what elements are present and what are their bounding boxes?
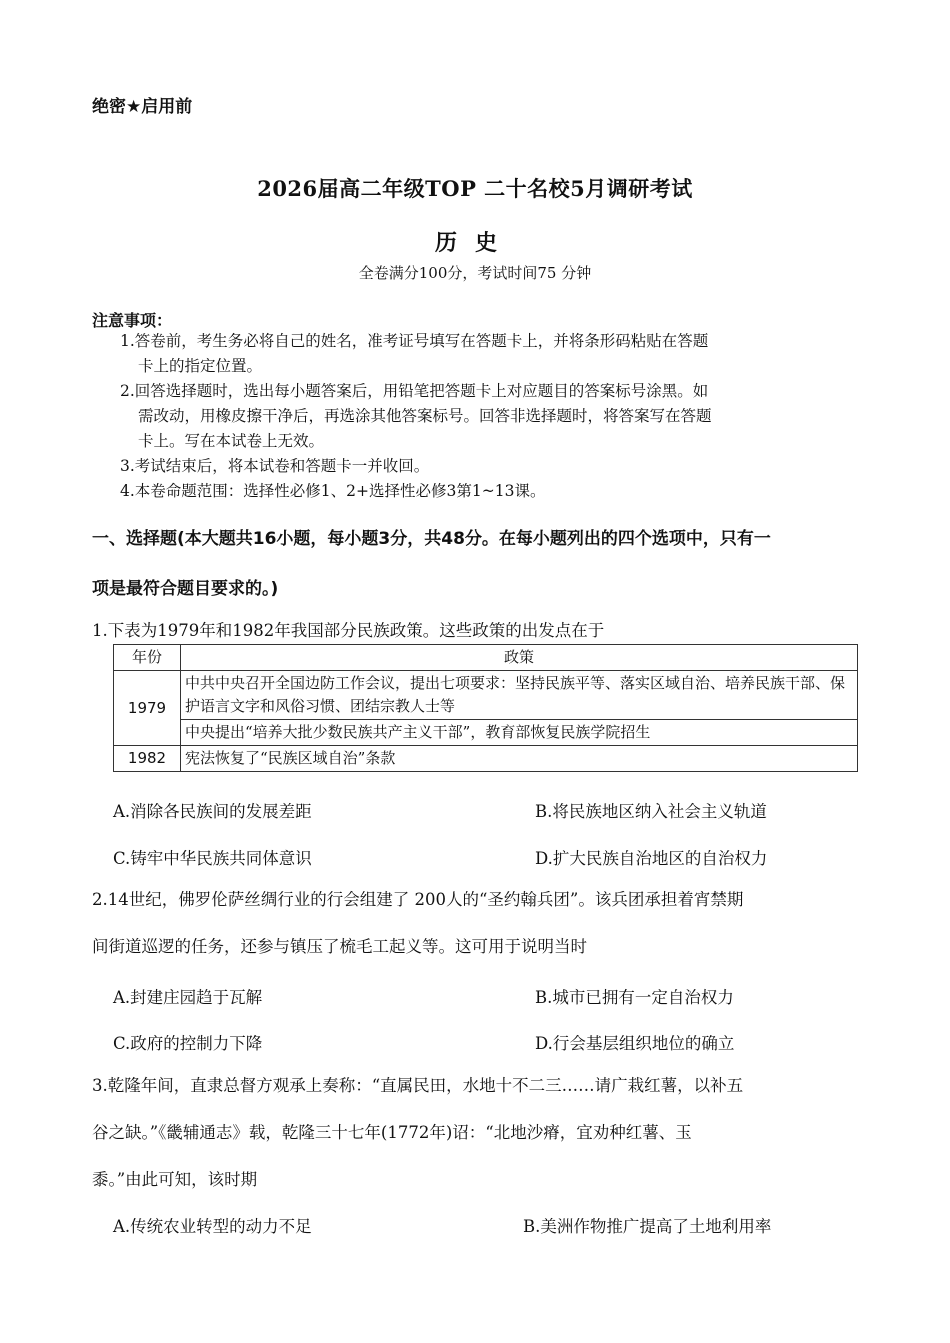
table-row bbox=[114, 720, 858, 746]
notice-text: 本卷命题范围：选择性必修1、2+选择性必修3第1~13课。 bbox=[134, 482, 546, 500]
confidential-label: 绝密★启用前 bbox=[92, 97, 193, 117]
notice-text-continued: 需改动，用橡皮擦干净后，再选涂其他答案标号。回答非选择题时，将答案写在答题 bbox=[138, 407, 712, 425]
question-stem-line: 2.14世纪，佛罗伦萨丝绸行业的行会组建了 200人的“圣约翰兵团”。该兵团承担着宵禁期 bbox=[92, 890, 744, 909]
question-2-stem bbox=[92, 876, 867, 970]
question-3-stem bbox=[92, 1062, 867, 1203]
notice-text: 回答选择题时，选出每小题答案后，用铅笔把答题卡上对应题目的答案标号涂黑。如 bbox=[134, 382, 709, 400]
policy-cell: 中共中央召开全国边防工作会议，提出七项要求：坚持民族平等、落实区域自治、培养民族干部、保护语言文字和风俗习惯、团结宗教人士等 bbox=[181, 671, 858, 720]
question-stem-line: 3.乾隆年间，直隶总督方观承上奏称：“直属民田，水地十不二三……请广栽红薯，以补五 bbox=[92, 1076, 744, 1095]
q3-option-b: B.美洲作物推广提高了土地利用率 bbox=[523, 1217, 772, 1236]
notice-item bbox=[120, 329, 865, 379]
year-cell: 1982 bbox=[114, 746, 181, 772]
section-heading bbox=[92, 514, 867, 614]
question-stem-line: 黍。”由此可知，该时期 bbox=[92, 1170, 258, 1189]
section-heading-line: 一、选择题(本大题共16小题，每小题3分，共48分。在每小题列出的四个选项中，只有一 bbox=[92, 529, 771, 549]
notice-text-continued: 卡上。写在本试卷上无效。 bbox=[138, 432, 325, 450]
table-row bbox=[114, 746, 858, 772]
q2-option-a: A.封建庄园趋于瓦解 bbox=[113, 988, 263, 1007]
table-header-row bbox=[114, 645, 858, 671]
column-header-policy: 政策 bbox=[181, 645, 858, 671]
q1-option-a: A.消除各民族间的发展差距 bbox=[113, 802, 312, 821]
year-cell: 1979 bbox=[114, 671, 181, 746]
q2-option-d: D.行会基层组织地位的确立 bbox=[535, 1034, 735, 1053]
notice-heading: 注意事项： bbox=[92, 311, 173, 330]
policy-cell: 宪法恢复了“民族区域自治”条款 bbox=[181, 746, 858, 772]
q1-option-d: D.扩大民族自治地区的自治权力 bbox=[535, 849, 768, 868]
column-header-year: 年份 bbox=[114, 645, 181, 671]
q3-option-a: A.传统农业转型的动力不足 bbox=[113, 1217, 312, 1236]
q1-option-b: B.将民族地区纳入社会主义轨道 bbox=[535, 802, 767, 821]
policy-table bbox=[113, 644, 858, 772]
notice-number: 2. bbox=[120, 382, 135, 400]
section-heading-line: 项是最符合题目要求的。) bbox=[92, 579, 279, 599]
q1-option-c: C.铸牢中华民族共同体意识 bbox=[113, 849, 312, 868]
notice-item bbox=[120, 454, 865, 479]
subject-title: 历史 bbox=[434, 230, 515, 256]
notice-item bbox=[120, 479, 865, 504]
table-row bbox=[114, 671, 858, 720]
question-1-stem: 1.下表为1979年和1982年我国部分民族政策。这些政策的出发点在于 bbox=[92, 621, 605, 640]
notice-number: 3. bbox=[120, 457, 135, 475]
notice-number: 1. bbox=[120, 332, 135, 350]
notice-item bbox=[120, 379, 865, 454]
policy-cell: 中央提出“培养大批少数民族共产主义干部”，教育部恢复民族学院招生 bbox=[181, 720, 858, 746]
q2-option-c: C.政府的控制力下降 bbox=[113, 1034, 263, 1053]
question-stem-line: 间街道巡逻的任务，还参与镇压了梳毛工起义等。这可用于说明当时 bbox=[92, 937, 587, 956]
notice-number: 4. bbox=[120, 482, 135, 500]
notice-text: 考试结束后，将本试卷和答题卡一并收回。 bbox=[134, 457, 430, 475]
notice-text-continued: 卡上的指定位置。 bbox=[138, 357, 263, 375]
question-stem-line: 谷之缺。”《畿辅通志》载，乾隆三十七年(1772年)诏：“北地沙瘠，宜劝种红薯、玉 bbox=[92, 1123, 692, 1142]
exam-title: 2026届高二年级TOP 二十名校5月调研考试 bbox=[257, 176, 693, 201]
score-time-info: 全卷满分100分，考试时间75 分钟 bbox=[358, 264, 592, 282]
q2-option-b: B.城市已拥有一定自治权力 bbox=[535, 988, 734, 1007]
notice-text: 答卷前，考生务必将自己的姓名，准考证号填写在答题卡上，并将条形码粘贴在答题 bbox=[134, 332, 709, 350]
